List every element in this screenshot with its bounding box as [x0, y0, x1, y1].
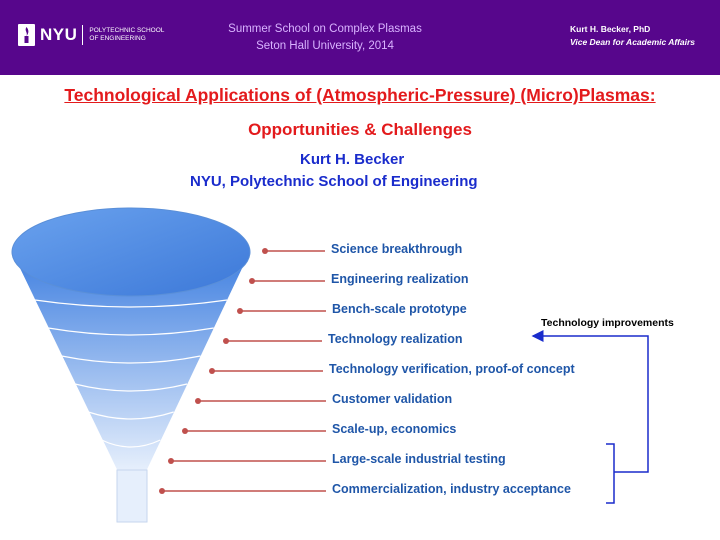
event-name: Summer School on Complex Plasmas: [228, 23, 422, 35]
author-name: Kurt H. Becker: [300, 151, 405, 168]
stage-connector-dot: [262, 248, 268, 254]
funnel-stage-label: Science breakthrough: [331, 242, 463, 256]
presenter-name: Kurt H. Becker, PhD: [570, 24, 651, 34]
slide-title: Technological Applications of (Atmospheric-Pressure) (Micro)Plasmas:: [64, 85, 656, 105]
funnel-stage-label: Bench-scale prototype: [332, 302, 467, 316]
stage-connector-dot: [223, 338, 229, 344]
stage-connector-dot: [195, 398, 201, 404]
stage-connector-dot: [168, 458, 174, 464]
funnel-stage-label: Scale-up, economics: [332, 422, 457, 436]
funnel-stage-label: Technology realization: [328, 332, 463, 346]
stage-connector-dot: [249, 278, 255, 284]
feedback-label: Technology improvements: [541, 317, 674, 329]
nyu-wordmark: NYU: [40, 25, 78, 44]
funnel-stage-label: Engineering realization: [331, 272, 469, 286]
funnel-body: [12, 208, 250, 522]
funnel-spout: [117, 470, 147, 522]
funnel-stage-label: Large-scale industrial testing: [332, 452, 506, 466]
feedback-bracket: [606, 444, 614, 503]
stage-connector-dot: [159, 488, 165, 494]
presenter-role: Vice Dean for Academic Affairs: [570, 37, 696, 47]
stage-connector-dot: [182, 428, 188, 434]
school-line1: POLYTECHNIC SCHOOL: [89, 27, 165, 34]
author-affiliation: NYU, Polytechnic School of Engineering: [190, 173, 478, 190]
school-line2: OF ENGINEERING: [89, 35, 146, 42]
funnel-mouth: [12, 208, 250, 296]
funnel-stage-label: Customer validation: [332, 392, 453, 406]
stage-connector-dot: [209, 368, 215, 374]
funnel-stage-label: Commercialization, industry acceptance: [332, 482, 571, 496]
stage-connector-dot: [237, 308, 243, 314]
feedback-line: [533, 336, 648, 472]
funnel-stage-label: Technology verification, proof-of concept: [329, 362, 575, 376]
slide-subtitle: Opportunities & Challenges: [248, 120, 472, 139]
event-venue: Seton Hall University, 2014: [256, 40, 394, 52]
